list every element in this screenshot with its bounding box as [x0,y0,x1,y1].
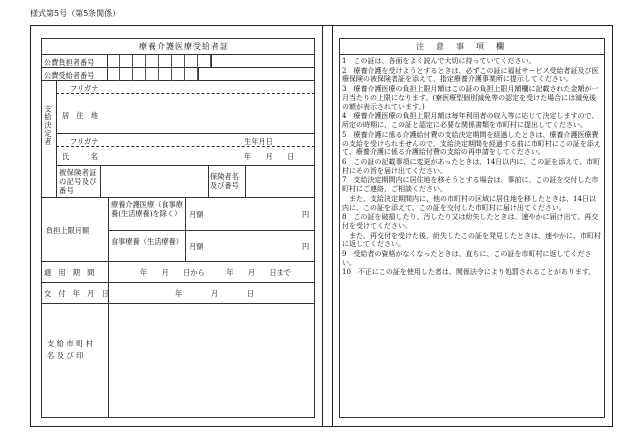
meal-care-label: 食事療養（生活療養） [111,237,183,246]
notes-list [342,57,602,278]
recipient-number-label: 公費受給者番号 [44,70,95,80]
note-item: 1 この証は、各面をよく読んで大切に持っていてください。 [342,57,536,65]
medical-monthly-label: 月額 [189,210,204,219]
payer-number-boxes[interactable] [107,55,211,68]
insurance-divider [100,166,101,198]
note-item: 8 この証を破損したり、汚したり又は紛失したときは、速やかに届け出て、再交付を受けてください。 [342,213,599,231]
note-item: 4 療養介護医療の負担上限月額は毎年利用者の収入等に応じて決定しますので、所定の時期に、この証と認定に必要な関係書類を市町村に提出してください。 [342,112,599,130]
note-item: 3 療養介護医療の負担上限月額はこの証の負担上限月額欄に記載された金額が一月当たりの上限になります。(寮医療型個別減免等の認定を受けた場合には減免後の額が表示されています。) [342,84,599,111]
recipient-section-label: 支給決定者 [44,105,53,146]
issuer-label: 支給市町村名及び印 [47,339,96,360]
insurance-divider [208,166,209,198]
note-item: また、再交付を受けた後、紛失したこの証を発見したときは、速やかに、市町村に返してください。 [342,231,601,249]
address-label: 居 住 地 [62,111,98,120]
fold-gap [322,26,332,426]
note-item: 10 不正にこの証を使用した者は、関係法令により処罰されることがあります。 [342,268,596,277]
medical-yen-unit: 円 [302,210,310,219]
note-item: 5 療養介護に係る介護給付費の支給決定期間を経過したときは、療養介護医療費の支給を受けられませんので、支給決定期間を経過する前に市町村にこの証を添えて、療養介護に係る介護給付費の支給の再申請をしてください。 [342,130,601,157]
insured-symbol-label: 被保険者証の記号及び番号 [59,168,97,195]
issue-date-label: 交 付 年 月 日 [44,289,109,298]
note-item: 2 療養介護を受けようとするときは、必ずこの証に福祉サービス受給者証及び医療保険の被保険者証を添えて、指定療養介護事業所に提示してください。 [342,66,599,84]
meal-monthly-label: 月額 [189,242,204,251]
note-item: また、支給決定期間内に、他の市町村の区域に居住地を移したときは、14日以内に、この証を添えて、この証を交付した市町村に届け出てください。 [342,194,596,212]
note-item: 7 支給決定期間内に居住地を移そうとする場合は、事前に、この証を交付した市町村にご連絡、ご相談ください。 [342,176,599,194]
validity-period-label: 適 用 期 間 [44,268,95,277]
name-label: 氏 名 [62,152,98,161]
form-number-header: 様式第5号（第5条関係） [30,9,121,18]
birth-date-label: 生年月日 [244,137,273,146]
note-item: 9 受給者の資格がなくなったときは、直ちに、この証を市町村に返してください。 [342,249,592,267]
notes-title: 注 意 事 項 欄 [416,42,506,51]
recipient-number-boxes[interactable] [107,68,198,81]
issuer-seal-area[interactable] [109,305,314,417]
meal-yen-unit: 円 [302,242,310,251]
burden-divider [108,230,315,231]
burden-limit-label: 負担上限月額 [46,226,90,235]
insurance-divider [245,166,246,198]
payer-number-label: 公費負担者番号 [44,57,95,67]
medical-care-label: 療養介護医療（食事療養(生活療養)を除く） [111,200,183,218]
birth-date-value: 年 月 日 [244,152,295,161]
name-furigana-label: フリガナ [70,137,99,146]
fold-line-left [322,25,323,427]
certificate-title: 療養介護医療受給者証 [139,42,229,51]
address-furigana-label: フリガナ [70,84,99,93]
validity-divider [108,262,109,283]
insurer-number-label: 保険者名及び番号 [210,172,239,190]
validity-period-value: 年 月 日から 年 月 日まで [140,268,291,277]
note-item: 6 この証の記載事項に変更があったときは、14日以内に、この証を添えて、市町村にその旨を届け出てください。 [342,157,601,175]
issue-date-value: 年 月 日 [175,289,255,298]
fold-line-right [332,25,333,427]
